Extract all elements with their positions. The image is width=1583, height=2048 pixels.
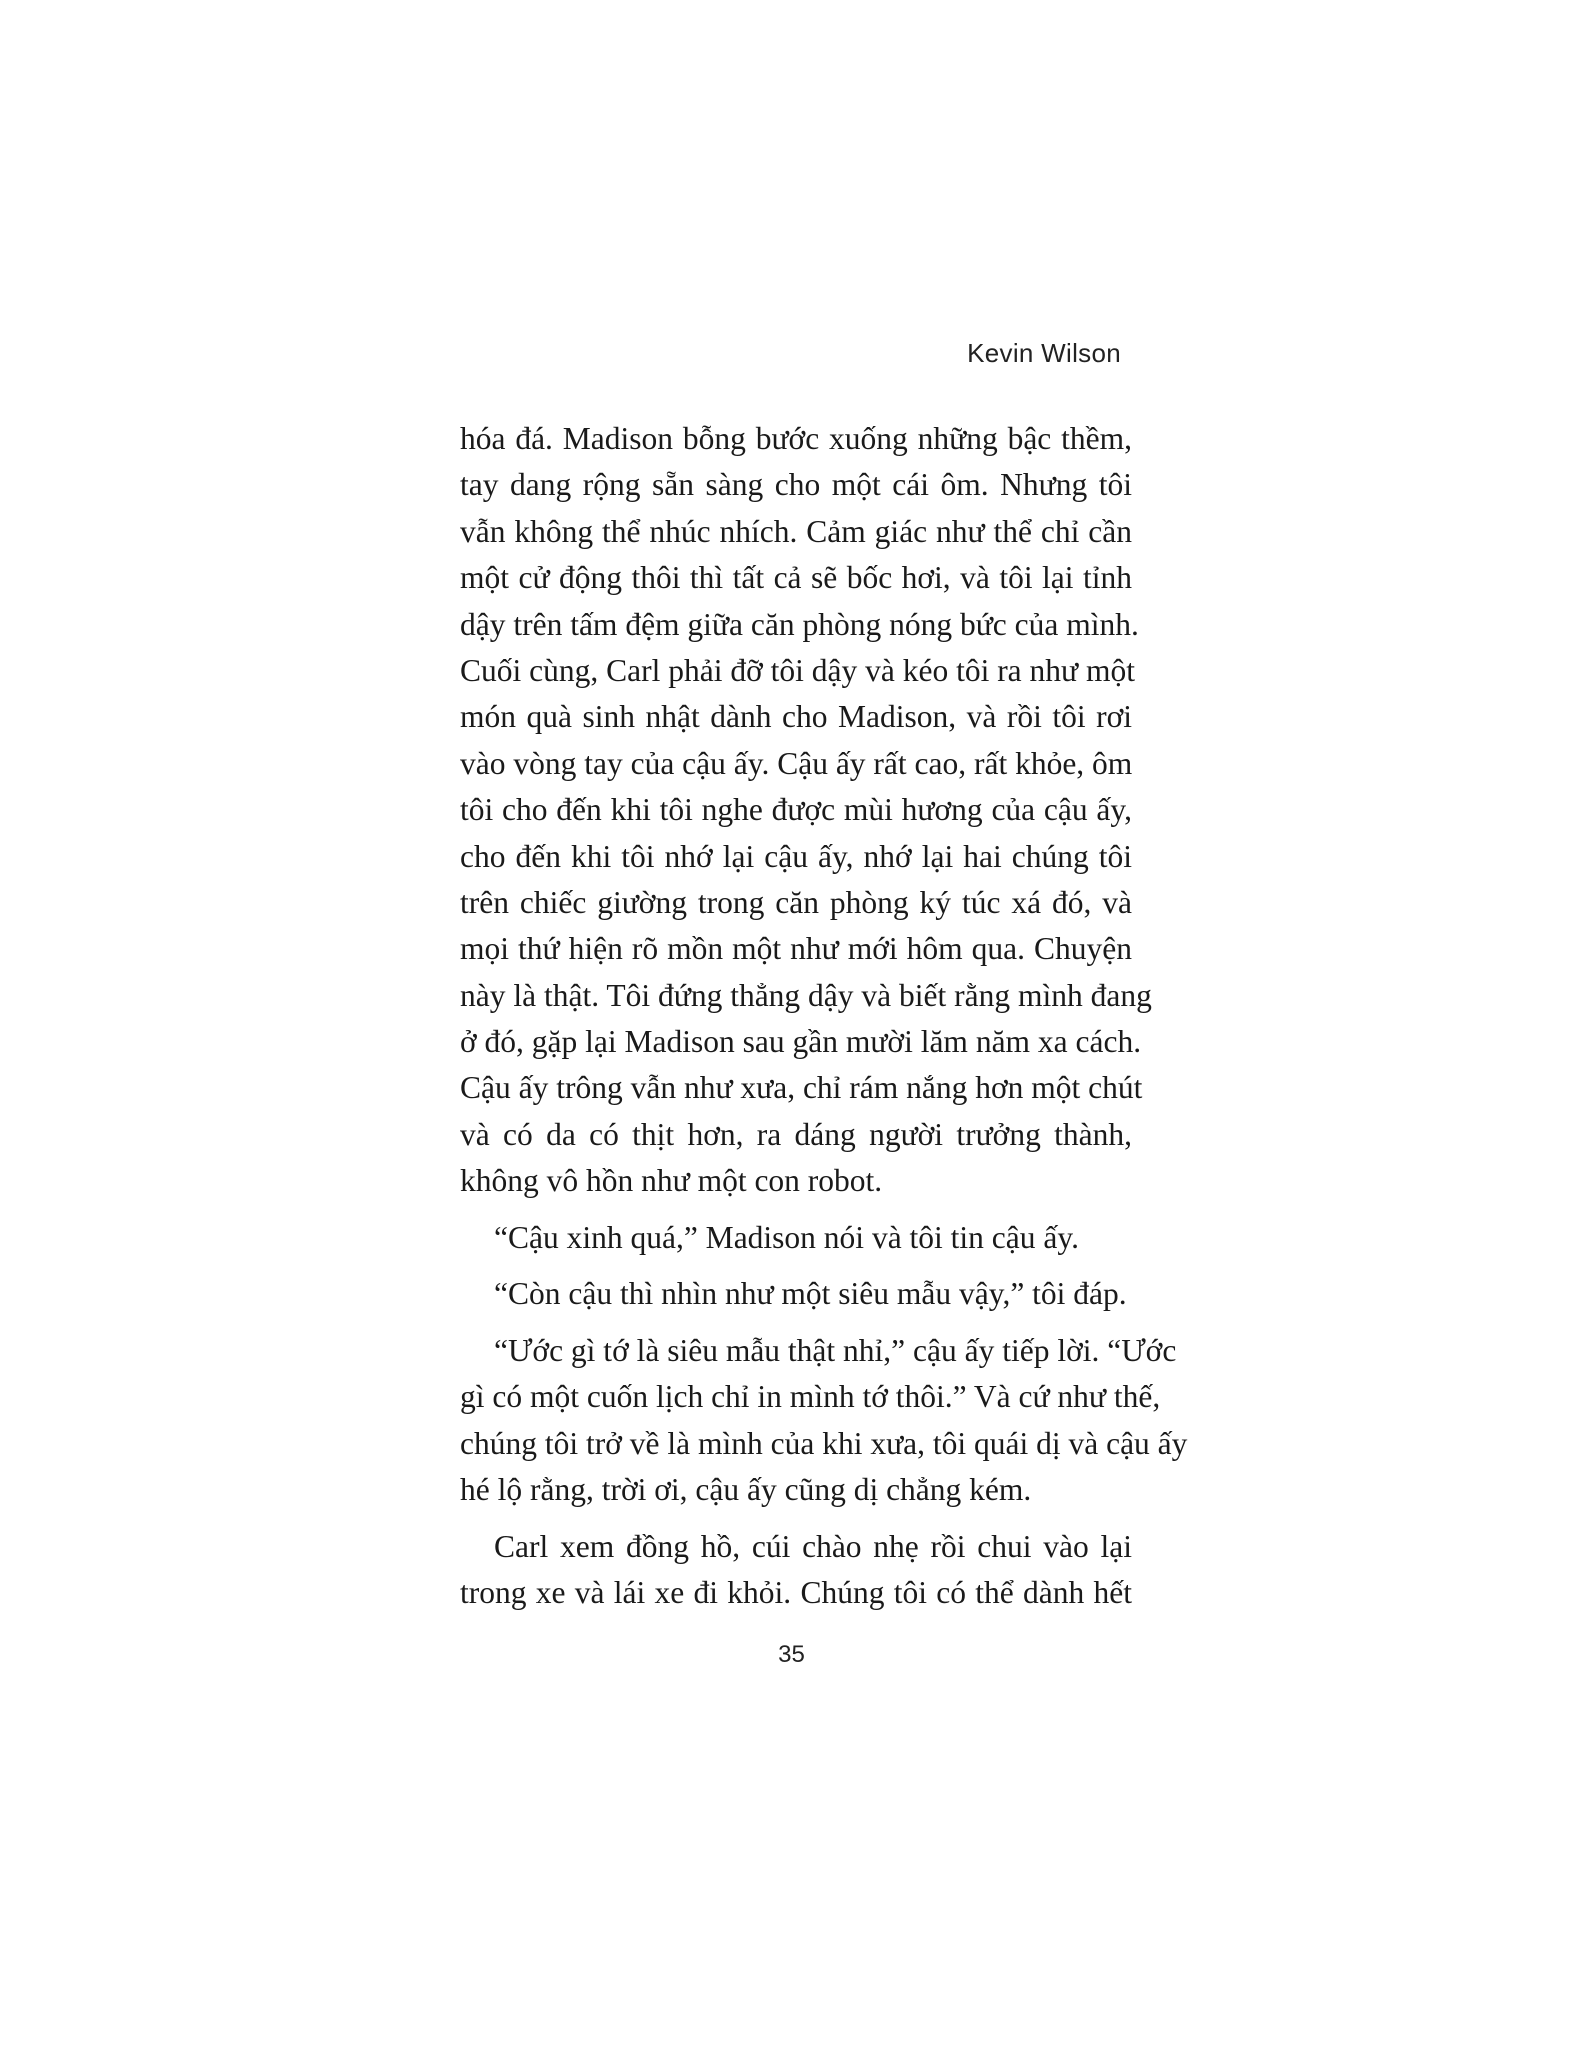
text-line: tôi cho đến khi tôi nghe được mùi hương của cậu ấy, (460, 792, 1132, 828)
text-line: trong xe và lái xe đi khỏi. Chúng tôi có thể dành hết (460, 1575, 1132, 1611)
text-line: “Còn cậu thì nhìn như một siêu mẫu vậy,” tôi đáp. (494, 1276, 1127, 1312)
paragraph (460, 416, 1152, 1205)
text-line: cho đến khi tôi nhớ lại cậu ấy, nhớ lại hai chúng tôi (460, 838, 1132, 874)
text-line: không vô hồn như một con robot. (460, 1163, 883, 1199)
text-line: vẫn không thể nhúc nhích. Cảm giác như thể chỉ cần (460, 513, 1132, 549)
body-text (460, 416, 1188, 1617)
text-line: gì có một cuốn lịch chỉ in mình tớ thôi.” Và cứ như thế, (460, 1379, 1161, 1415)
text-line: trên chiếc giường trong căn phòng ký túc xá đó, và (460, 884, 1132, 920)
text-line: dậy trên tấm đệm giữa căn phòng nóng bức của mình. (460, 606, 1139, 642)
text-line: chúng tôi trở về là mình của khi xưa, tôi quái dị và cậu ấy (460, 1425, 1188, 1461)
text-line: tay dang rộng sẵn sàng cho một cái ôm. Nhưng tôi (460, 467, 1132, 503)
text-line: và có da có thịt hơn, ra dáng người trưởng thành, (460, 1116, 1132, 1152)
page-number: 35 (778, 1641, 805, 1668)
paragraph (460, 1271, 1132, 1318)
text-line: “Cậu xinh quá,” Madison nói và tôi tin cậu ấy. (494, 1219, 1079, 1255)
text-line: hé lộ rằng, trời ơi, cậu ấy cũng dị chẳng kém. (460, 1472, 1032, 1508)
text-line: ở đó, gặp lại Madison sau gần mười lăm năm xa cách. (460, 1024, 1142, 1060)
text-line: Cuối cùng, Carl phải đỡ tôi dậy và kéo tôi ra như một (460, 652, 1135, 688)
text-line: một cử động thôi thì tất cả sẽ bốc hơi, và tôi lại tỉnh (460, 560, 1132, 596)
text-line: này là thật. Tôi đứng thẳng dậy và biết rằng mình đang (460, 977, 1152, 1013)
paragraph (460, 1215, 1132, 1262)
paragraph (460, 1524, 1132, 1617)
text-line: mọi thứ hiện rõ mồn một như mới hôm qua. Chuyện (460, 931, 1132, 967)
text-line: “Ước gì tớ là siêu mẫu thật nhỉ,” cậu ấy tiếp lời. “Ước (494, 1332, 1177, 1368)
paragraph (460, 1328, 1188, 1514)
running-header: Kevin Wilson (967, 338, 1121, 368)
text-line: hóa đá. Madison bỗng bước xuống những bậc thềm, (460, 421, 1132, 456)
text-line: món quà sinh nhật dành cho Madison, và rồi tôi rơi (460, 699, 1132, 735)
text-line: vào vòng tay của cậu ấy. Cậu ấy rất cao, rất khỏe, ôm (460, 745, 1133, 781)
text-line: Carl xem đồng hồ, cúi chào nhẹ rồi chui vào lại (494, 1528, 1132, 1564)
text-line: Cậu ấy trông vẫn như xưa, chỉ rám nắng hơn một chút (460, 1070, 1143, 1106)
